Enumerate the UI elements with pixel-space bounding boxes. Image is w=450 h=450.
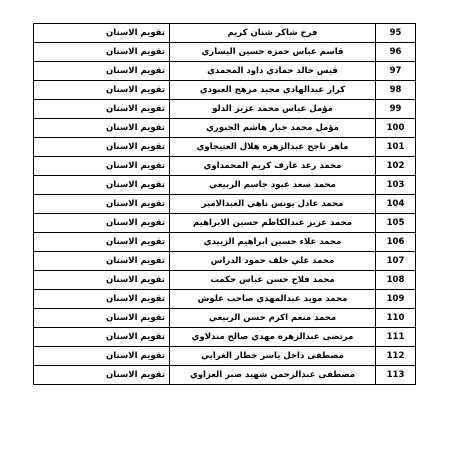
table-row [34,119,416,138]
student-name: مصطفى داخل ياسر خطار الغرابي [170,347,376,366]
student-name: قاسم عباس حمزه حسين اليساري [170,43,376,62]
table-row [34,366,416,385]
department: تقويم الاسنان [34,176,170,195]
row-number: 104 [376,195,416,214]
department: تقويم الاسنان [34,347,170,366]
department: تقويم الاسنان [34,271,170,290]
table-row [34,195,416,214]
department: تقويم الاسنان [34,43,170,62]
row-number: 105 [376,214,416,233]
table-row [34,157,416,176]
department: تقويم الاسنان [34,100,170,119]
department: تقويم الاسنان [34,81,170,100]
row-number: 99 [376,100,416,119]
student-name: فرح شاكر شنان كريم [170,24,376,43]
roster-table-body [34,24,416,385]
student-name: مؤمل عباس محمد عزيز الدلو [170,100,376,119]
table-row [34,176,416,195]
table-row [34,309,416,328]
student-name: مؤمل محمد جبار هاشم الجبوري [170,119,376,138]
row-number: 102 [376,157,416,176]
table-row [34,81,416,100]
table-row [34,24,416,43]
student-name: قيس خالد حمادي داود المحمدي [170,62,376,81]
student-name: مرتضى عبدالزهره مهدي صالح مندلاوي [170,328,376,347]
table-row [34,138,416,157]
table-row [34,100,416,119]
table-row [34,290,416,309]
table-row [34,328,416,347]
student-name: محمد سعد عبود جاسم الربيعي [170,176,376,195]
row-number: 113 [376,366,416,385]
row-number: 103 [376,176,416,195]
department: تقويم الاسنان [34,290,170,309]
department: تقويم الاسنان [34,233,170,252]
student-name: محمد عزيز عبدالكاظم حسين الابراهيم [170,214,376,233]
student-name: محمد عادل يونس ناهي العبدالامير [170,195,376,214]
row-number: 110 [376,309,416,328]
student-name: كرار عبدالهادي مجيد مرهج العبودي [170,81,376,100]
row-number: 95 [376,24,416,43]
student-name: ماهر ناجح عبدالزهره هلال العتيجاوي [170,138,376,157]
department: تقويم الاسنان [34,252,170,271]
row-number: 97 [376,62,416,81]
table-row [34,347,416,366]
student-roster-table [33,23,416,385]
department: تقويم الاسنان [34,24,170,43]
department: تقويم الاسنان [34,157,170,176]
department: تقويم الاسنان [34,309,170,328]
table-row [34,233,416,252]
row-number: 101 [376,138,416,157]
row-number: 107 [376,252,416,271]
row-number: 111 [376,328,416,347]
row-number: 98 [376,81,416,100]
table-row [34,214,416,233]
department: تقويم الاسنان [34,214,170,233]
row-number: 108 [376,271,416,290]
table-row [34,62,416,81]
row-number: 112 [376,347,416,366]
department: تقويم الاسنان [34,62,170,81]
table-row [34,271,416,290]
table-row [34,252,416,271]
student-name: محمد فلاح حسن عباس حكمت [170,271,376,290]
department: تقويم الاسنان [34,138,170,157]
department: تقويم الاسنان [34,195,170,214]
document-page [33,23,415,385]
student-name: محمد رعد عارف كريم المحمداوي [170,157,376,176]
row-number: 100 [376,119,416,138]
department: تقويم الاسنان [34,366,170,385]
student-name: محمد مويد عبدالمهدي صاحب علوش [170,290,376,309]
table-row [34,43,416,62]
student-name: محمد منعم اكرم حسن الربيعي [170,309,376,328]
department: تقويم الاسنان [34,119,170,138]
department: تقويم الاسنان [34,328,170,347]
row-number: 109 [376,290,416,309]
student-name: مصطفى عبدالرحمن شهيد صبر العزاوي [170,366,376,385]
student-name: محمد علاء حسين ابراهيم الزبيدي [170,233,376,252]
student-name: محمد علي خلف حمود الدراس [170,252,376,271]
row-number: 106 [376,233,416,252]
row-number: 96 [376,43,416,62]
